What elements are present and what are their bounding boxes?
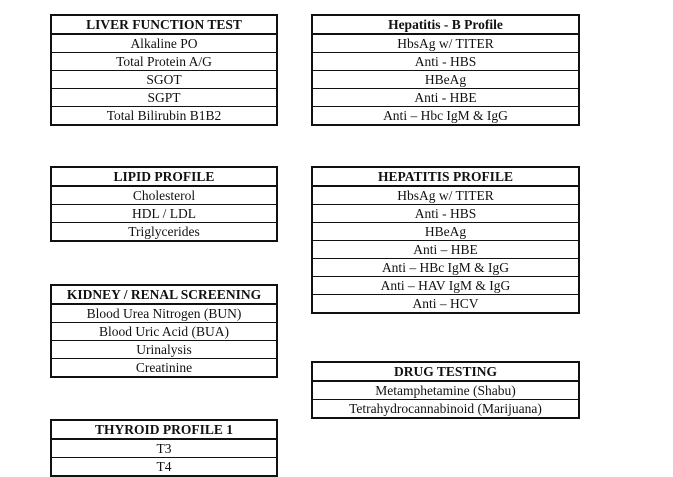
liver-function-test-panel [50, 14, 278, 126]
test-item: Anti - HBS [312, 53, 579, 71]
panel-title: LIPID PROFILE [51, 167, 277, 186]
test-item: HbsAg w/ TITER [312, 34, 579, 53]
panel-title: DRUG TESTING [312, 362, 579, 381]
test-item: HBeAg [312, 71, 579, 89]
test-item: HDL / LDL [51, 205, 277, 223]
test-item: Triglycerides [51, 223, 277, 242]
panel-title: LIVER FUNCTION TEST [51, 15, 277, 34]
test-item: Anti – HBE [312, 241, 579, 259]
test-item: Creatinine [51, 359, 277, 378]
panel-title: HEPATITIS PROFILE [312, 167, 579, 186]
test-item: Anti - HBE [312, 89, 579, 107]
test-item: Anti - HBS [312, 205, 579, 223]
test-item: HBeAg [312, 223, 579, 241]
thyroid-profile-1-panel [50, 419, 278, 477]
test-item: Cholesterol [51, 186, 277, 205]
panel-title: KIDNEY / RENAL SCREENING [51, 285, 277, 304]
panel-title: THYROID PROFILE 1 [51, 420, 277, 439]
test-item: Blood Uric Acid (BUA) [51, 323, 277, 341]
test-item: T4 [51, 458, 277, 477]
lipid-profile-panel [50, 166, 278, 242]
test-item: HbsAg w/ TITER [312, 186, 579, 205]
test-item: Metamphetamine (Shabu) [312, 381, 579, 400]
test-item: Total Bilirubin B1B2 [51, 107, 277, 126]
test-item: Alkaline PO [51, 34, 277, 53]
test-item: Anti – HAV IgM & IgG [312, 277, 579, 295]
test-item: Total Protein A/G [51, 53, 277, 71]
panel-title: Hepatitis - B Profile [312, 15, 579, 34]
test-item: Tetrahydrocannabinoid (Marijuana) [312, 400, 579, 419]
test-item: Urinalysis [51, 341, 277, 359]
hepatitis-profile-panel [311, 166, 580, 314]
hepatitis-b-profile-panel [311, 14, 580, 126]
drug-testing-panel [311, 361, 580, 419]
test-item: Anti – HBc IgM & IgG [312, 259, 579, 277]
test-item: Anti – Hbc IgM & IgG [312, 107, 579, 126]
kidney-renal-screening-panel [50, 284, 278, 378]
test-item: SGOT [51, 71, 277, 89]
test-item: Anti – HCV [312, 295, 579, 314]
test-item: SGPT [51, 89, 277, 107]
test-item: T3 [51, 439, 277, 458]
test-item: Blood Urea Nitrogen (BUN) [51, 304, 277, 323]
